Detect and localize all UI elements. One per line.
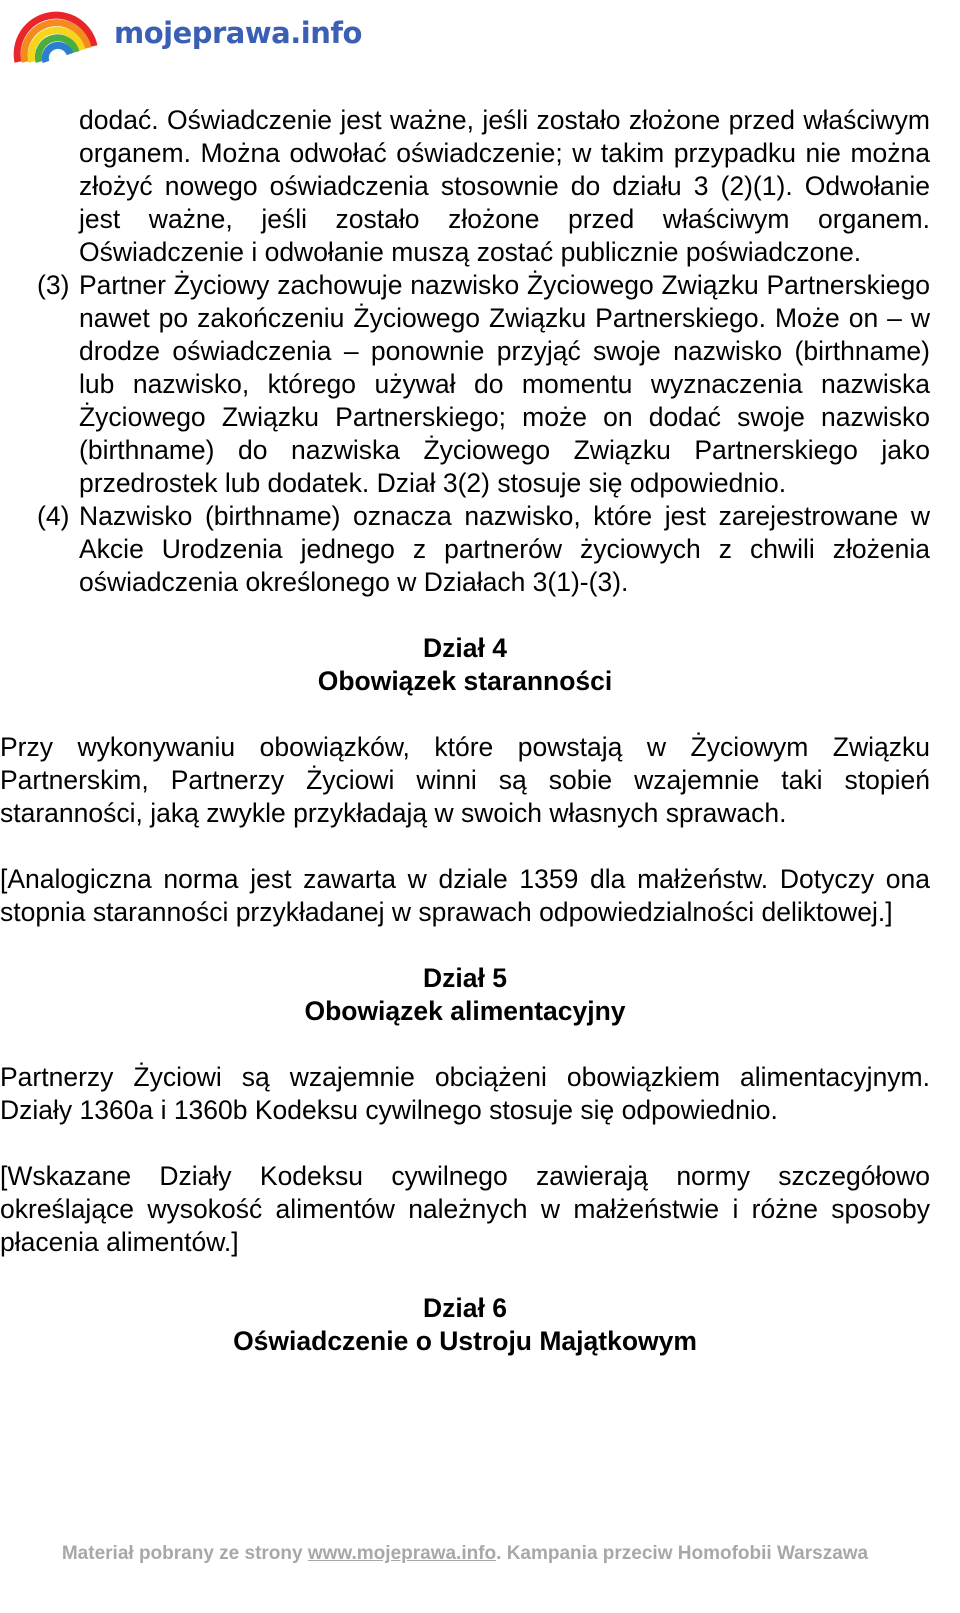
section-note: [Wskazane Działy Kodeksu cywilnego zawierają normy szczegółowo określające wysokość alimentów należnych w małżeństwie i różne sposoby płacenia alimentów.]	[0, 1161, 930, 1257]
list-item	[0, 500, 930, 599]
item-text: Nazwisko (birthname) oznacza nazwisko, które jest zarejestrowane w Akcie Urodzenia jednego z partnerów życiowych z chwili złożenia oświadczenia określonego w Działach 3(1)-(3).	[79, 501, 930, 597]
list-item	[0, 269, 930, 500]
section-number: Dział 5	[423, 963, 507, 993]
rainbow-logo-icon	[12, 2, 108, 66]
page-footer	[0, 1543, 930, 1565]
section-note: [Analogiczna norma jest zawarta w dziale 1359 dla małżeństw. Dotyczy ona stopnia staranności przykładanej w sprawach odpowiedzialności deliktowej.]	[0, 864, 930, 927]
site-logo[interactable]	[12, 2, 362, 66]
section-paragraph: Partnerzy Życiowi są wzajemnie obciążeni obowiązkiem alimentacyjnym. Działy 1360a i 1360b Kodeksu cywilnego stosuje się odpowiednio.	[0, 1062, 930, 1125]
item-number: (4)	[37, 501, 70, 531]
logo-text: mojeprawa.info	[114, 16, 362, 50]
item-number: (3)	[37, 270, 70, 300]
intro-paragraph: dodać. Oświadczenie jest ważne, jeśli zostało złożone przed właściwym organem. Można odwołać oświadczenie; w takim przypadku nie można złożyć nowego oświadczenia stosownie do działu 3 (2)(1). Odwołanie jest ważne, jeśli zostało złożone przed właściwym organem. Oświadczenie i odwołanie muszą zostać publicznie poświadczone.	[79, 105, 930, 267]
section-number: Dział 4	[423, 633, 507, 663]
section-paragraph: Przy wykonywaniu obowiązków, które powstają w Życiowym Związku Partnerskim, Partnerzy Życiowi winni są sobie wzajemnie taki stopień staranności, jaką zwykle przykładają w swoich własnych sprawach.	[0, 732, 930, 828]
section-title: Obowiązek staranności	[317, 666, 613, 696]
footer-prefix: Materiał pobrany ze strony	[61, 1543, 308, 1564]
section-number: Dział 6	[423, 1293, 507, 1323]
section-title: Obowiązek alimentacyjny	[304, 996, 626, 1026]
section-title: Oświadczenie o Ustroju Majątkowym	[233, 1326, 697, 1356]
item-text: Partner Życiowy zachowuje nazwisko Życiowego Związku Partnerskiego nawet po zakończeniu Życiowego Związku Partnerskiego. Może on – w drodze oświadczenia – ponownie przyjąć swoje nazwisko (birthname) lub nazwisko, którego używał do momentu wyznaczenia nazwiska Życiowego Związku Partnerskiego; może on dodać swoje nazwisko (birthname) do nazwiska Życiowego Związku Partnerskiego jako przedrostek lub dodatek. Dział 3(2) stosuje się odpowiednio.	[79, 270, 930, 498]
footer-suffix: . Kampania przeciw Homofobii Warszawa	[496, 1543, 869, 1564]
document-body	[0, 104, 930, 1358]
footer-link[interactable]: www.mojeprawa.info	[307, 1543, 497, 1564]
